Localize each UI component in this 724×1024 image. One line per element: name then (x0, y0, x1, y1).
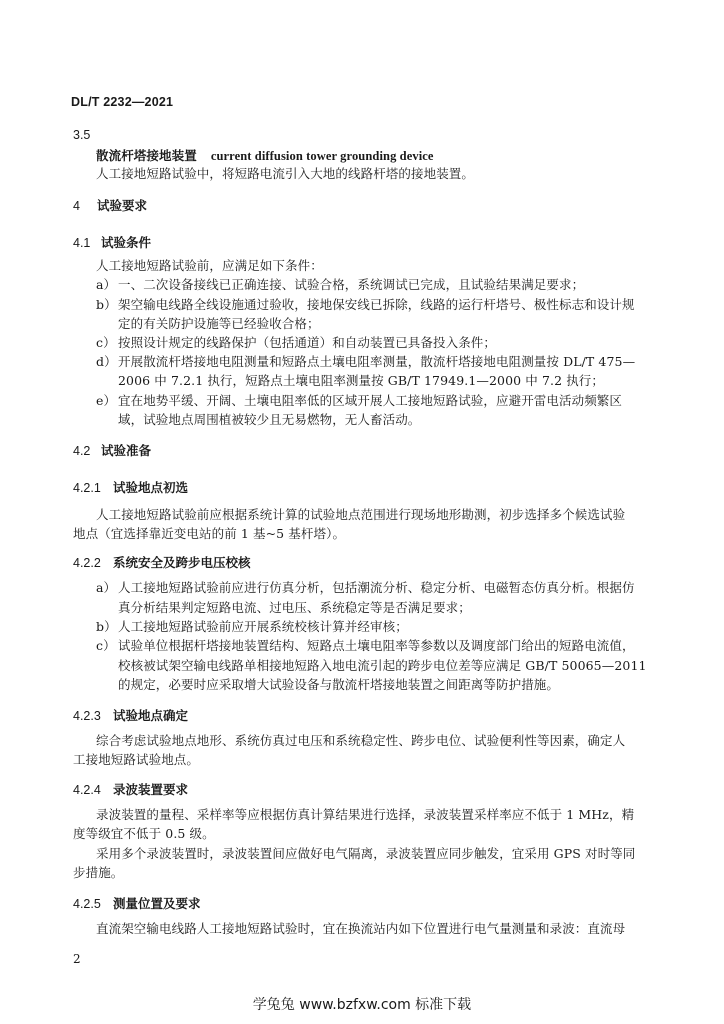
page-number: 2 (73, 952, 81, 966)
list-item-b: b）架空输电线路全线设施通过验收，接地保安线已拆除，线路的运行杆塔号、极性标志和设计规 (96, 297, 635, 312)
list-item-c: c） 按照设计规定的线路保护（包括通道）和自动装置已具备投入条件； (96, 335, 497, 350)
paragraph-4-2-4-line2: 度等级宜不低于 0.5 级。 (73, 826, 215, 841)
list-item-c-cont2: 的规定，必要时应采取增大试验设备与散流杆塔接地装置之间距离等防护措施。 (118, 677, 560, 692)
term-heading (96, 146, 434, 164)
list-item-a: a） 人工接地短路试验前应进行仿真分析，包括潮流分析、稳定分析、电磁暂态仿真分析。根据仿 (96, 580, 635, 595)
paragraph-4-2-5-line1: 直流架空输电线路人工接地短路试验时，宜在换流站内如下位置进行电气量测量和录波：直流母 (96, 921, 626, 936)
list-item-a-cont: 真分析结果判定短路电流、过电压、系统稳定等是否满足要求； (118, 600, 471, 615)
list-item-a: a） 一、二次设备接线已正确连接、试验合格，系统调试已完成，且试验结果满足要求； (96, 277, 585, 292)
term-english: current diffusion tower grounding device (210, 149, 434, 163)
section-4-1-heading: 4.1 试验条件 (73, 236, 152, 250)
list-item-d-cont: 2006 中 7.2.1 执行，短路点土壤电阻率测量按 GB/T 17949.1—2000 中 7.2 执行； (118, 373, 605, 388)
section-4-2-heading: 4.2 试验准备 (73, 444, 152, 458)
list-item-c-cont1: 校核被试架空输电线路单相接地短路入地电流引起的跨步电位差等应满足 GB/T 50065—2011 (118, 658, 647, 673)
paragraph-4-2-3-line2: 工接地短路试验地点。 (73, 752, 200, 767)
document-id: DL/T 2232—2021 (71, 95, 174, 109)
term-chinese: 散流杆塔接地装置 (96, 149, 197, 163)
list-item-b-cont: 定的有关防护设施等已经验收合格； (118, 316, 320, 331)
paragraph-4-2-4-line3: 采用多个录波装置时，录波装置间应做好电气隔离，录波装置应同步触发，宜采用 GPS 对时等同 (96, 846, 636, 861)
list-item-d: d）开展散流杆塔接地电阻测量和短路点土壤电阻率测量，散流杆塔接地电阻测量按 DL/T 475— (96, 354, 636, 369)
list-item-e-cont: 域，试验地点周围植被较少且无易燃物，无人畜活动。 (118, 412, 421, 427)
list-item-e: e） 宜在地势平缓、开阔、土壤电阻率低的区域开展人工接地短路试验，应避开雷电活动频繁区 (96, 393, 623, 408)
section-4-2-5-heading: 4.2.5 测量位置及要求 (73, 897, 201, 911)
term-definition: 人工接地短路试验中，将短路电流引入大地的线路杆塔的接地装置。 (96, 166, 475, 181)
section-4-2-1-heading: 4.2.1 试验地点初选 (73, 481, 189, 495)
list-item-b: b）人工接地短路试验前应开展系统校核计算并经审核； (96, 619, 408, 634)
paragraph-4-2-4-line1: 录波装置的量程、采样率等应根据仿真计算结果进行选择，录波装置采样率应不低于 1 MHz，精 (96, 807, 635, 822)
footer-watermark: 学兔兔 www.bzfxw.com 标准下载 (252, 997, 472, 1013)
paragraph-4-2-4-line4: 步措施。 (73, 865, 124, 880)
section-4-2-3-heading: 4.2.3 试验地点确定 (73, 709, 189, 723)
paragraph-4-2-1-line1: 人工接地短路试验前应根据系统计算的试验地点范围进行现场地形勘测，初步选择多个候选试验 (96, 507, 626, 522)
section-3-5-number: 3.5 (73, 128, 91, 142)
paragraph-4-2-1-line2: 地点（宜选择靠近变电站的前 1 基~5 基杆塔）。 (73, 526, 346, 541)
section-4-2-4-heading: 4.2.4 录波装置要求 (73, 783, 189, 797)
list-item-c: c） 试验单位根据杆塔接地装置结构、短路点土壤电阻率等参数以及调度部门给出的短路电流值， (96, 638, 635, 653)
section-4-heading: 4 试验要求 (73, 199, 148, 213)
section-4-2-2-heading: 4.2.2 系统安全及跨步电压校核 (73, 556, 251, 570)
paragraph-4-2-3-line1: 综合考虑试验地点地形、系统仿真过电压和系统稳定性、跨步电位、试验便利性等因素，确定人 (96, 733, 626, 748)
conditions-intro: 人工接地短路试验前，应满足如下条件： (96, 258, 323, 273)
